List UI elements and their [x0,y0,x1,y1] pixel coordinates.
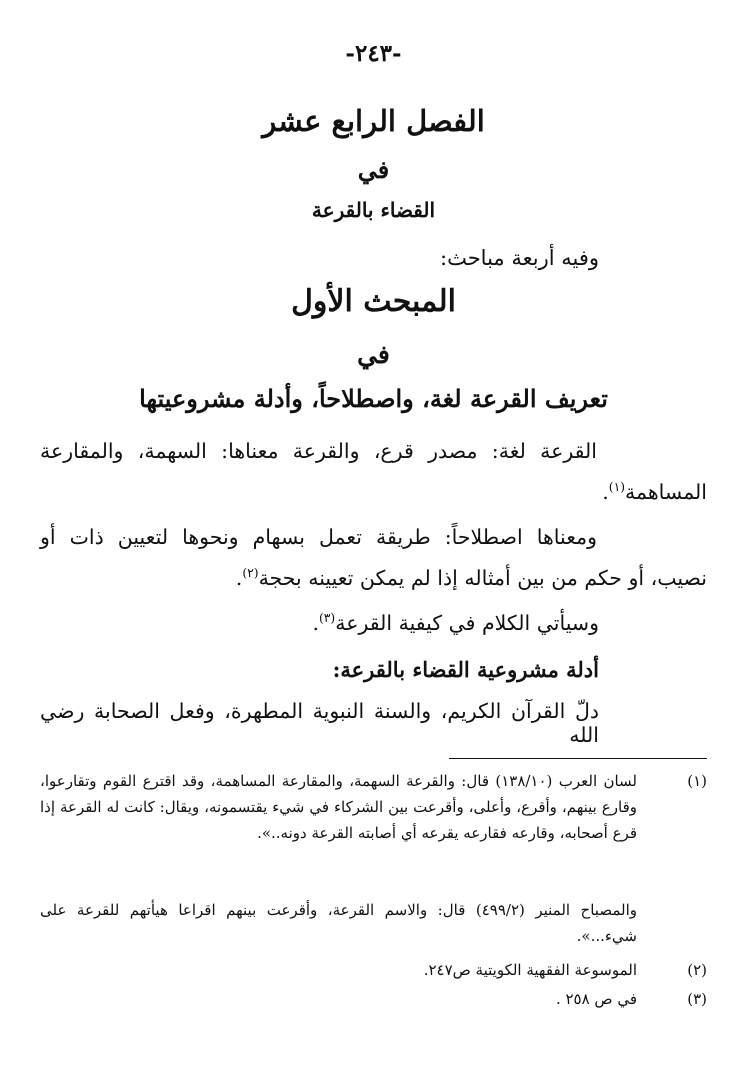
section-subtitle: تعريف القرعة لغة، واصطلاحاً، وأدلة مشروعيتها [139,384,608,413]
footnote-divider [449,758,707,759]
footnote-ref: (٢) [242,566,259,580]
paragraph-text: وسيأتي الكلام في كيفية القرعة [335,611,599,635]
footnote-text: لسان العرب (١٣٨/١٠) قال: والقرعة السهمة، والمقارعة المساهمة، وقد اقترع القوم وتقارعوا، وقارع بينهم، وأقرع، وأعلى، وأقرعت بين الشركاء في شيء يقتسمونه، ويقال: كانت له القرعة إذا قرع أصحابه، وقارعه فقارعه يقرعه أي أصابته القرعة دونه..». [40,772,637,842]
chapter-topic: القضاء بالقرعة [311,198,436,222]
period: . [602,479,609,504]
footnote-number: (٢) [687,961,707,979]
footnote-ref: (٣) [318,611,336,626]
evidence-heading: أدلة مشروعية القضاء بالقرعة: [332,657,599,682]
section-title: المبحث الأول [291,284,456,319]
paragraph-definition-term [40,519,707,596]
chapter-preposition: في [357,155,390,184]
period: . [312,611,319,635]
footnote-1-continued [40,897,707,949]
section-preposition: في [357,340,390,369]
paragraph-forward-reference [312,611,599,635]
chapter-title: الفصل الرابع عشر [262,104,485,138]
period: . [235,565,243,590]
footnote-number: (٣) [687,990,707,1008]
paragraph-text: القرعة لغة: مصدر قرع، والقرعة معناها: السهمة، والمقارعة المساهمة [40,439,707,504]
footnote-text: والمصباح المنير (٤٩٩/٢) قال: والاسم القرعة، وأقرعت بينهم اقراعا هيأتهم للقرعة على شيء...». [40,901,637,945]
footnote-1 [40,768,707,846]
footnote-2 [40,957,707,983]
footnote-ref: (١) [608,480,626,494]
footnote-text: في ص ٢٥٨ . [555,990,637,1008]
intro-line: وفيه أربعة مباحث: [440,246,599,270]
paragraph-text: ومعناها اصطلاحاً: طريقة تعمل بسهام ونحوها لتعيين ذات أو نصيب، أو حكم من بين أمثاله إذا لم يمكن تعيينه بحجة [40,525,707,590]
footnote-3 [40,986,707,1012]
footnote-text: الموسوعة الفقهية الكويتية ص٢٤٧. [423,961,637,979]
paragraph-evidence: دلّ القرآن الكريم، والسنة النبوية المطهرة، وفعل الصحابة رضي الله [40,699,599,747]
page-number: -٢٤٣- [345,40,402,67]
footnote-number: (١) [687,772,707,790]
paragraph-definition-language [40,433,707,510]
